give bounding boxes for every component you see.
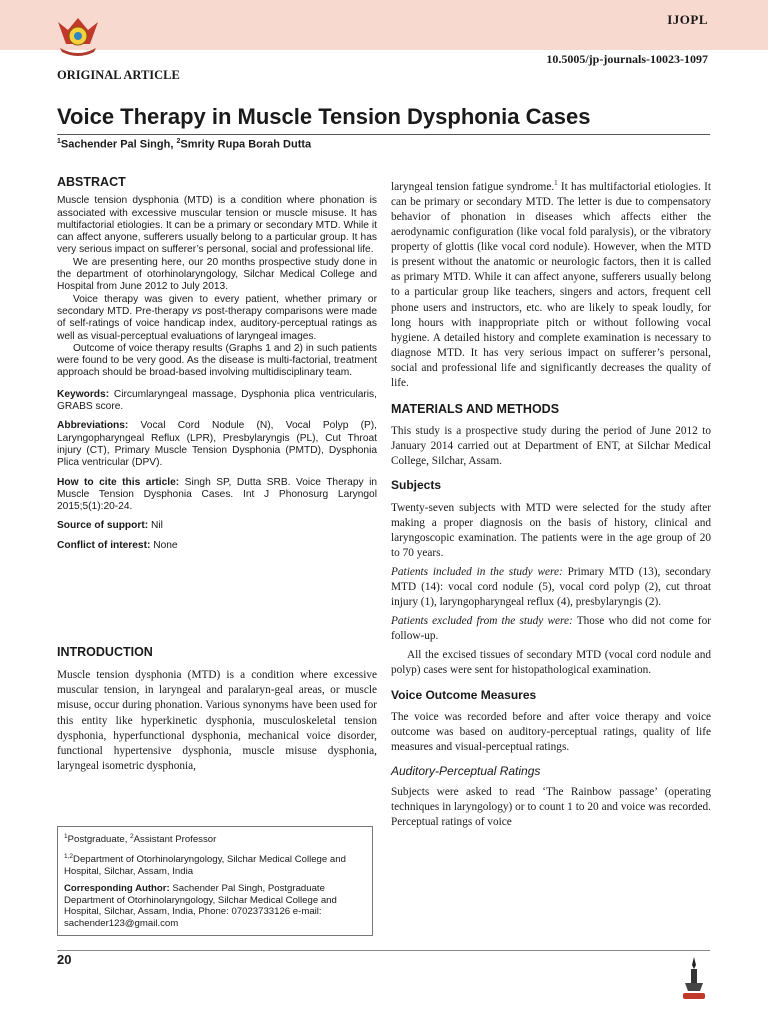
conflict-of-interest: Conflict of interest: None [57, 539, 178, 551]
patients-excluded: Patients excluded from the study were: Those who did not come for follow-up. [391, 615, 711, 643]
abbreviations: Abbreviations: Vocal Cord Nodule (N), Vocal Polyp (P), Laryngopharyngeal Reflux (LPR), Presbylaryngis (PL), Cut Throat injury (CT), Primary Muscle Tension Dysphonia (PMTD), Dysphonia Plica ventricular (DPV). [57, 420, 377, 469]
left-column [57, 176, 377, 559]
author1: Sachender Pal Singh, [60, 138, 177, 151]
subjects-p: Twenty-seven subjects with MTD were selected for the study after making a proper diagnosis on the basis of history, clinical and laryngoscopic examination. The patients were in the age group of 20 to 70 years. [391, 501, 711, 559]
author2: Smrity Rupa Borah Dutta [180, 138, 312, 151]
introduction-p1: Muscle tension dysphonia (MTD) is a condition where excessive muscular tension, in laryngeal and paralaryn-geal areas, or muscle misuse, occur during phonation. Various synonyms have been used for this entity like hyperkinetic dysphonia, musculoskeletal tension dysphonia, hyperfunctional dysphonia, mechanical voice disorder, functional hypertensive dysphonia, muscle misuse dysphonia, laryngeal isometric dysphonia, [57, 669, 377, 773]
author-footnote-box [57, 826, 373, 936]
abstract-p2: We are presenting here, our 20 months prospective study done in the department of otorhinolaryngology, Silchar Medical College and Hospital from June 2012 to July 2013. [57, 256, 377, 293]
abstract-p4: Outcome of voice therapy results (Graphs 1 and 2) in such patients were found to be very good. As the disease is multi-factorial, treatment approach should be broad-based involving multidisciplinary team. [57, 342, 377, 379]
author2-sup: 2 [176, 138, 181, 145]
doi[interactable]: 10.5005/jp-journals-10023-1097 [546, 52, 708, 66]
voice-outcome-heading: Voice Outcome Measures [391, 687, 537, 702]
auditory-perceptual-heading: Auditory-Perceptual Ratings [391, 763, 541, 778]
authors [57, 138, 311, 151]
page-title: Voice Therapy in Muscle Tension Dysphonia Cases [57, 104, 591, 129]
abstract-heading: ABSTRACT [57, 175, 126, 189]
intro-continued: laryngeal tension fatigue syndrome.$^1$ It has multifactorial etiologies. It can be primary or secondary MTD. The letter is due to compensatory behavior of phonation in diseases which affects either the aerodynamic configuration (like vocal fold paralysis), or the vibratory property of glottis (like vocal cord nodule). However, when the MTD is present without the anatomic or neurologic factors, then it is called as primary MTD. While it can affect anyone, sufferers usually belong to a particular group like teachers, singers and actors, frequent cell phone users and instructors, etc. who are likely to speak loudly, for long hours with inappropriate pitch or without following vocal hygiene. A detailed history and complete examination is necessary to diagnose MTD. It has very serious impact on sufferer’s personal, social and professional life and significantly decreases the quality of life. [391, 179, 711, 389]
society-logo-icon [680, 955, 708, 1003]
footnote-affil1: $^1$Postgraduate, $^2$Assistant Professor [64, 833, 217, 846]
journal-name: IJOPL [667, 12, 708, 27]
methods-heading: MATERIALS AND METHODS [391, 402, 560, 417]
source-of-support: Source of support: Nil [57, 520, 163, 532]
page-number: 20 [57, 952, 72, 967]
voice-outcome-p: The voice was recorded before and after voice therapy and voice outcome was based on auditory-perceptual ratings, quality of life measures and visual-perceptual ratings. [391, 710, 711, 753]
author1-sup: 1 [57, 138, 61, 145]
methods-p: This study is a prospective study during the period of June 2012 to January 2014 carried out at Department of ENT, at Silchar Medical College, Silchar, Assam. [391, 425, 711, 468]
abstract-p3: Voice therapy was given to every patient, whether primary or secondary MTD. Pre-therapy vs post-therapy comparisons were made of self-ratings of voice handicap index, auditory-perceptual ratings as well as visual-perceptual evaluations of laryngeal images. [57, 293, 377, 342]
title-divider [57, 134, 710, 135]
subjects-heading: Subjects [391, 478, 442, 493]
auditory-perceptual-p: Subjects were asked to read ‘The Rainbow passage’ (operating techniques in laryngology) or to count 1 to 20 and voice was recorded. Perceptual ratings of voice [391, 786, 711, 829]
footnote-corresponding: Corresponding Author: Sachender Pal Singh, Postgraduate Department of Otorhinolaryngology, Silchar Medical College and Hospital, Silchar, Assam, India, Phone: 07023733126 e-mail: sachender123@gmail.com [64, 882, 337, 930]
footnote-affil2: $^{1,2}$Department of Otorhinolaryngology, Silchar Medical College and Hospital, Silchar, Assam, India [64, 852, 346, 877]
citation: How to cite this article: Singh SP, Dutta SRB. Voice Therapy in Muscle Tension Dysphonia Cases. Int J Phonosurg Laryngol 2015;5(1):20-24. [57, 476, 378, 513]
introduction-heading: INTRODUCTION [57, 645, 153, 659]
patients-included: Patients included in the study were: Primary MTD (13), secondary MTD (14): vocal cord nodule (5), vocal cord polyp (2), cut throat injury (1), laryngopharyngeal reflux (4), presbylaryngis (2). [391, 565, 711, 609]
right-column [391, 176, 711, 834]
article-type: ORIGINAL ARTICLE [57, 68, 180, 82]
footer-divider [57, 950, 710, 951]
introduction-section [57, 645, 377, 774]
keywords: Keywords: Circumlaryngeal massage, Dysphonia plica ventricularis, GRABS score. [57, 388, 377, 413]
abstract-p1: Muscle tension dysphonia (MTD) is a condition where phonation is associated with excessive muscular tension or muscle misuse. It has multifactorial etiologies. It can be a primary or secondary MTD. While it can affect anyone, sufferers usually belong to a particular group. It has very serious impact on sufferer’s personal, social and professional life. [57, 195, 377, 256]
journal-crest-icon [52, 14, 104, 60]
article-meta [57, 389, 377, 552]
histopathology-p: All the excised tissues of secondary MTD (vocal cord nodule and polyp) cases were sent for histopathological examination. [391, 649, 711, 677]
header-band [0, 0, 768, 50]
